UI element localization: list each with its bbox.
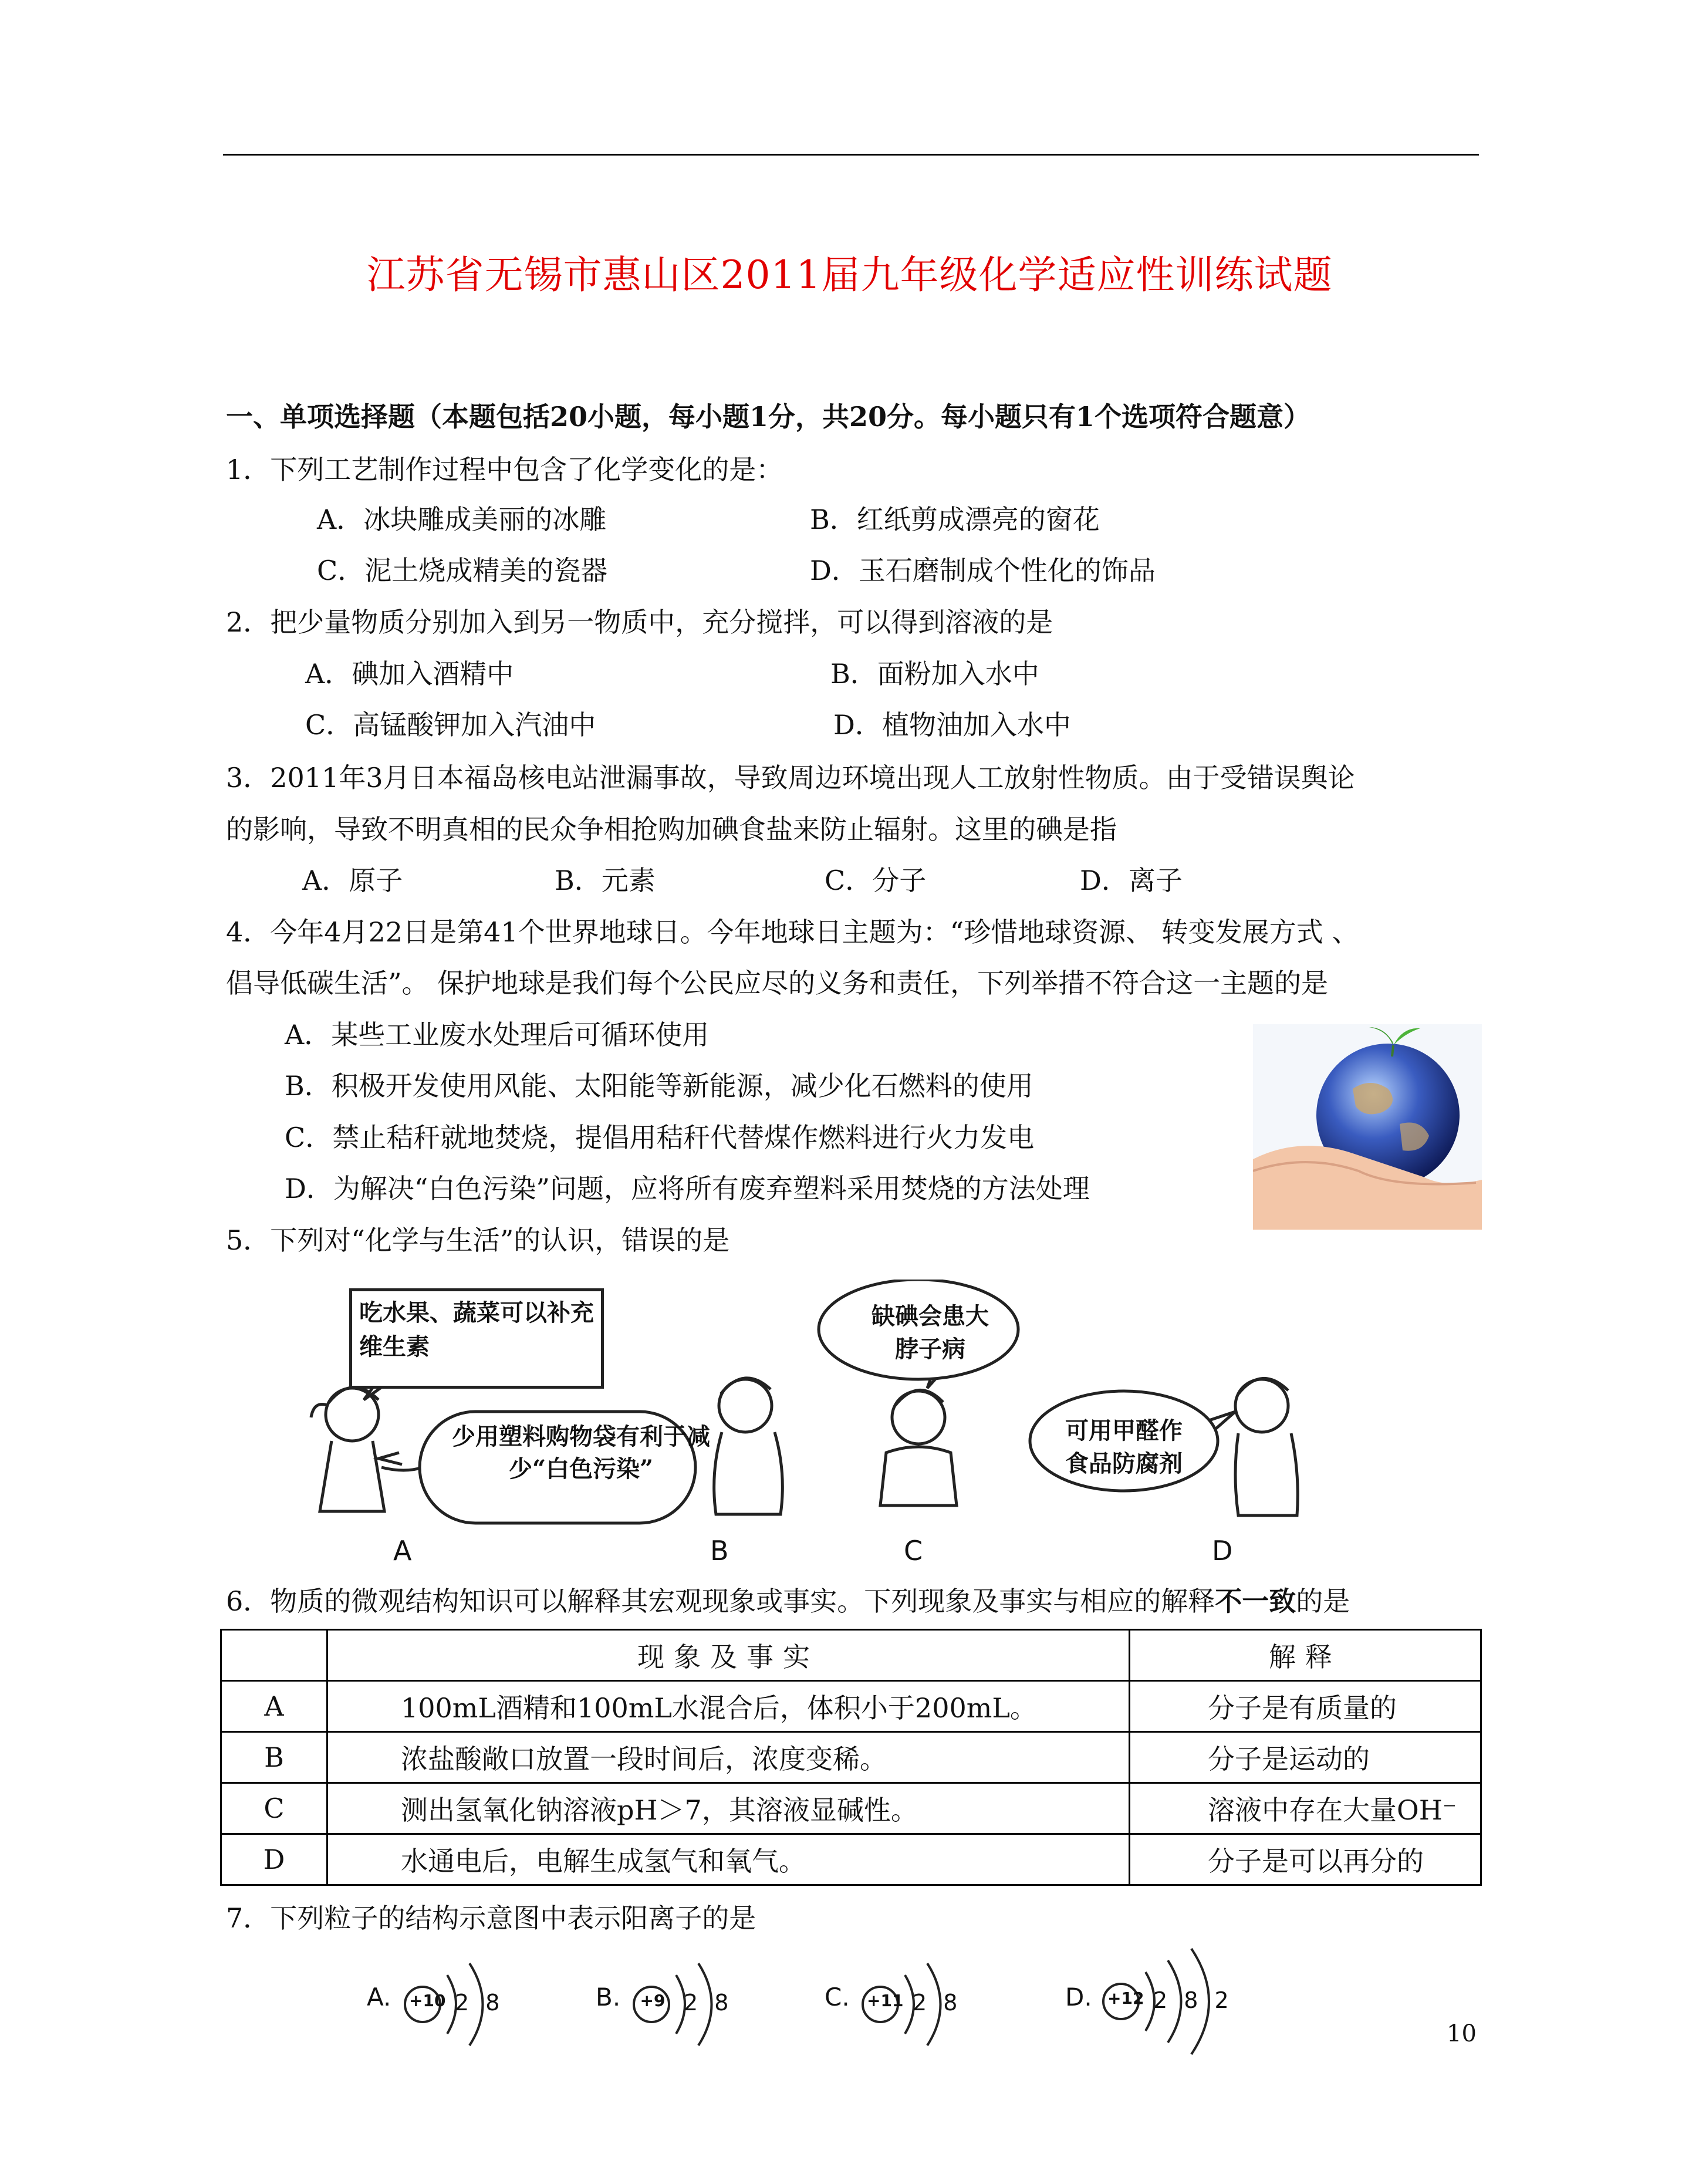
table-row xyxy=(221,1681,1481,1732)
header-fact: 现象及事实 xyxy=(327,1630,1130,1681)
question-6-table xyxy=(220,1629,1482,1886)
question-3-option-b: B．元素 xyxy=(555,865,656,896)
question-7-stem: 7．下列粒子的结构示意图中表示阳离子的是 xyxy=(226,1902,756,1934)
row-fact: 100mL酒精和100mL水混合后，体积小于200mL。 xyxy=(327,1681,1130,1732)
speech-bubble-c: 缺碘会患大脖子病 xyxy=(872,1302,989,1363)
page-title: 江苏省无锡市惠山区2011届九年级化学适应性训练试题 xyxy=(366,252,1333,298)
question-1-stem: 1．下列工艺制作过程中包含了化学变化的是： xyxy=(226,454,783,485)
atom-c-label: C. xyxy=(825,1983,850,2011)
question-4-stem-line2: 倡导低碳生活”。 保护地球是我们每个公民应尽的义务和责任，下列举措不符合这一主题的是 xyxy=(226,967,1329,999)
person-a-figure xyxy=(311,1388,423,1511)
question-3-option-d: D．离子 xyxy=(1080,865,1183,896)
atom-diagram-a xyxy=(367,1949,514,2060)
atom-a-label: A. xyxy=(367,1983,391,2011)
row-label: C xyxy=(221,1783,327,1834)
cartoon-label-a: A xyxy=(393,1535,412,1567)
row-explanation: 分子是可以再分的 xyxy=(1130,1834,1481,1885)
question-3-stem-line2: 的影响，导致不明真相的民众争相抢购加碘食盐来防止辐射。这里的碘是指 xyxy=(226,813,1117,845)
question-3-option-c: C．分子 xyxy=(825,865,927,896)
row-explanation: 分子是运动的 xyxy=(1130,1732,1481,1783)
question-2-option-b: B．面粉加入水中 xyxy=(830,658,1039,690)
atom-diagram-c xyxy=(825,1949,971,2060)
question-3-stem-line1: 3．2011年3月日本福岛核电站泄漏事故，导致周边环境出现人工放射性物质。由于受错误舆论 xyxy=(226,762,1355,794)
question-3-option-a: A．原子 xyxy=(302,865,403,896)
question-2-option-d: D．植物油加入水中 xyxy=(833,709,1071,741)
question-2-option-a: A．碘加入酒精中 xyxy=(305,658,514,690)
question-4-option-b: B．积极开发使用风能、太阳能等新能源，减少化石燃料的使用 xyxy=(285,1070,1033,1102)
atom-d-shells: 2 8 2 xyxy=(1153,1987,1234,2013)
question-4-option-a: A．某些工业废水处理后可循环使用 xyxy=(285,1019,710,1051)
atom-b-shells: 2 8 xyxy=(684,1990,734,2016)
question-2-option-c: C．高锰酸钾加入汽油中 xyxy=(305,709,596,741)
question-1-option-b: B．红纸剪成漂亮的窗花 xyxy=(810,504,1100,535)
header-explanation: 解释 xyxy=(1130,1630,1481,1681)
question-6-stem-post: 的是 xyxy=(1296,1585,1350,1617)
question-4-stem-line1: 4．今年4月22日是第41个世界地球日。今年地球日主题为：“珍惜地球资源、 转变发展方式 、 xyxy=(226,916,1359,948)
table-row xyxy=(221,1783,1481,1834)
atom-a-shells: 2 8 xyxy=(455,1990,505,2016)
atom-c-nucleus: +11 xyxy=(867,1991,904,2010)
atom-b-label: B. xyxy=(596,1983,621,2011)
atom-d-label: D. xyxy=(1065,1983,1092,2011)
speech-bubble-b: 少用塑料购物袋有利于减少“白色污染” xyxy=(452,1423,710,1483)
question-4-option-c: C．禁止秸秆就地焚烧，提倡用秸秆代替煤作燃料进行火力发电 xyxy=(285,1122,1035,1153)
cartoon-label-d: D xyxy=(1212,1535,1233,1567)
question-6-stem xyxy=(226,1584,1350,1619)
row-label: D xyxy=(221,1834,327,1885)
header-rule xyxy=(223,154,1479,156)
header-blank-cell xyxy=(221,1630,327,1681)
table-row xyxy=(221,1834,1481,1885)
atom-a-nucleus: +10 xyxy=(409,1991,446,2010)
atom-d-nucleus: +12 xyxy=(1107,1989,1144,2008)
row-fact: 水通电后，电解生成氢气和氧气。 xyxy=(327,1834,1130,1885)
row-fact: 浓盐酸敞口放置一段时间后，浓度变稀。 xyxy=(327,1732,1130,1783)
cartoon-label-b: B xyxy=(710,1535,729,1567)
page-number: 10 xyxy=(1447,2020,1477,2047)
atom-diagram-d xyxy=(1065,1943,1259,2060)
person-c-figure xyxy=(880,1390,957,1505)
atom-diagram-b xyxy=(596,1949,742,2060)
row-explanation: 溶液中存在大量OH⁻ xyxy=(1130,1783,1481,1834)
section-heading: 一、单项选择题（本题包括20小题，每小题1分，共20分。每小题只有1个选项符合题意） xyxy=(226,401,1311,433)
speech-bubble-a: 吃水果、蔬菜可以补充维生素 xyxy=(349,1288,604,1389)
row-label: B xyxy=(221,1732,327,1783)
question-1-option-d: D．玉石磨制成个性化的饰品 xyxy=(810,555,1156,586)
speech-bubble-d: 可用甲醛作食品防腐剂 xyxy=(1065,1417,1183,1477)
person-b-figure xyxy=(714,1378,783,1514)
row-explanation: 分子是有质量的 xyxy=(1130,1681,1481,1732)
question-1-option-a: A．冰块雕成美丽的冰雕 xyxy=(317,504,607,535)
person-d-figure xyxy=(1235,1378,1298,1515)
atom-b-nucleus: +9 xyxy=(640,1991,666,2010)
earth-in-hand-illustration xyxy=(1253,1024,1482,1230)
question-6-stem-pre: 6．物质的微观结构知识可以解释其宏观现象或事实。下列现象及事实与相应的解释 xyxy=(226,1585,1215,1617)
row-label: A xyxy=(221,1681,327,1732)
cartoon-label-c: C xyxy=(904,1535,923,1567)
table-row xyxy=(221,1732,1481,1783)
question-4-option-d: D．为解决“白色污染”问题，应将所有废弃塑料采用焚烧的方法处理 xyxy=(285,1173,1090,1204)
atom-c-shells: 2 8 xyxy=(913,1990,962,2016)
question-6-stem-emphasis: 不一致 xyxy=(1215,1585,1296,1617)
question-2-stem: 2．把少量物质分别加入到另一物质中，充分搅拌，可以得到溶液的是 xyxy=(226,606,1053,638)
table-header-row xyxy=(221,1630,1481,1681)
row-fact: 测出氢氧化钠溶液pH＞7，其溶液显碱性。 xyxy=(327,1783,1130,1834)
question-1-option-c: C．泥土烧成精美的瓷器 xyxy=(317,555,608,586)
question-5-stem: 5．下列对“化学与生活”的认识，错误的是 xyxy=(226,1224,730,1256)
